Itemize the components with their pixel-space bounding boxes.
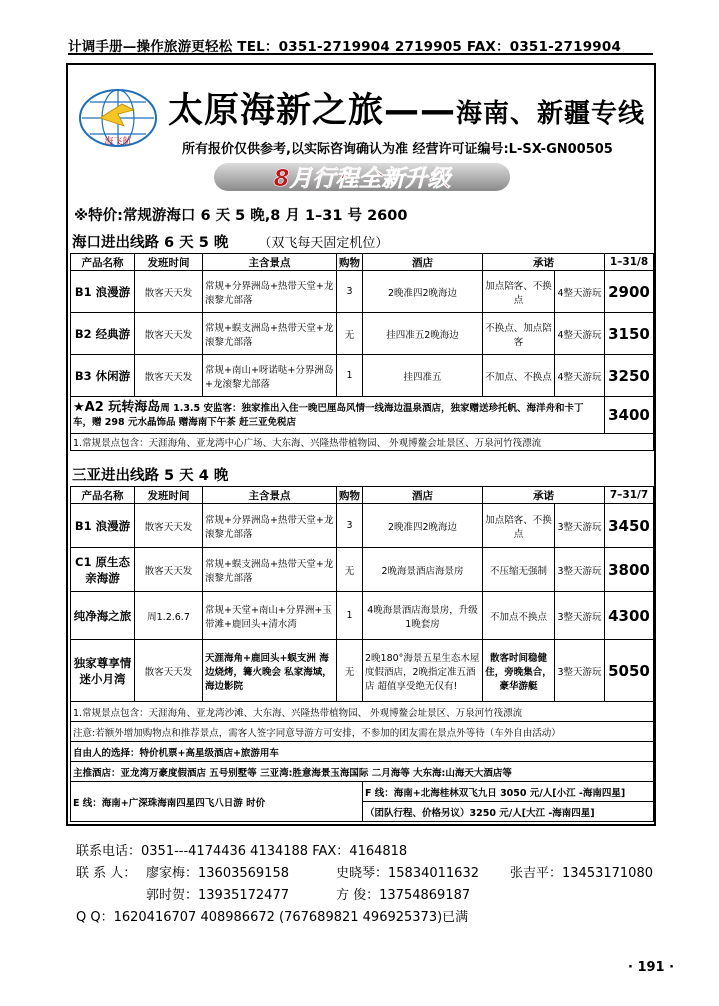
col-header: 发班时间 bbox=[135, 487, 203, 504]
departure-time: 散客天天发 bbox=[135, 640, 203, 702]
promise: 不加点、不换点 bbox=[483, 355, 555, 397]
price: 3800 bbox=[605, 548, 654, 592]
departure-time: 散客天天发 bbox=[135, 548, 203, 592]
a2-text: 周 1.3.5 安监客：独家推出入住一晚巴厘岛风情一线海边温泉酒店，独家赠送珍托帆、海洋舟和卡丁车，赠 298 元水晶饰品 赠海南下午茶 赶三亚免税店 bbox=[73, 402, 584, 428]
contact-person: 郭时贺：13935172477 bbox=[146, 888, 289, 903]
note-row bbox=[71, 722, 654, 742]
table-row bbox=[71, 640, 654, 702]
table-header-row bbox=[71, 487, 654, 504]
company-logo bbox=[78, 88, 158, 150]
shopping: 无 bbox=[337, 313, 363, 355]
main-spots: 常规+分界洲岛+热带天堂+龙滚黎尤部落 bbox=[203, 271, 337, 313]
note-row bbox=[71, 782, 654, 802]
price: 4300 bbox=[605, 592, 654, 640]
f-line-1: F 线：海南+北海桂林双飞九日 3050 元/人[小江 -海南四星] bbox=[363, 782, 654, 802]
product-name: 纯净海之旅 bbox=[71, 592, 135, 640]
a2-description bbox=[71, 397, 605, 434]
col-header: 购物 bbox=[337, 254, 363, 271]
sanya-section-title: 三亚进出线路 5 天 4 晚 bbox=[72, 468, 229, 484]
table-row bbox=[71, 355, 654, 397]
col-header: 主含景点 bbox=[203, 487, 337, 504]
table-row bbox=[71, 313, 654, 355]
hotel: 2晚准四2晚海边 bbox=[363, 271, 483, 313]
product-name: B2 经典游 bbox=[71, 313, 135, 355]
price: 3250 bbox=[605, 355, 654, 397]
contact-person: 张吉平：13453171080 bbox=[510, 866, 653, 881]
col-header: 发班时间 bbox=[135, 254, 203, 271]
special-offer: ※特价:常规游海口 6 天 5 晚,8 月 1–31 号 2600 bbox=[74, 208, 408, 224]
hotel: 挂四准五2晚海边 bbox=[363, 313, 483, 355]
departure-time: 散客天天发 bbox=[135, 504, 203, 548]
departure-time: 散客天天发 bbox=[135, 271, 203, 313]
promise-days: 3整天游玩 bbox=[555, 504, 605, 548]
col-header: 产品名称 bbox=[71, 487, 135, 504]
promise-days: 3整天游玩 bbox=[555, 592, 605, 640]
page-title bbox=[168, 83, 645, 133]
contact-person: 廖家梅：13603569158 bbox=[146, 866, 289, 881]
sanya-note-shopping: 注意:若额外增加购物点和推荐景点，需客人签字同意导游方可安排，不参加的团友需在景点外等待（车外自由活动） bbox=[71, 722, 654, 742]
promise: 不换点、加点陪客 bbox=[483, 313, 555, 355]
product-name: B1 浪漫游 bbox=[71, 271, 135, 313]
table-row bbox=[71, 592, 654, 640]
table-header-row bbox=[71, 254, 654, 271]
hotel: 2晚海景酒店海景房 bbox=[363, 548, 483, 592]
sanya-note-hotels: 主推酒店：亚龙湾万豪度假酒店 五号别墅等 三亚湾:胜意海景玉海国际 二月海等 大东海:山海天大酒店等 bbox=[71, 762, 654, 782]
haikou-note: 1.常规景点包含：天涯海角、亚龙湾中心广场、大东海、兴隆热带植物园、 外观博鳌会址景区、万泉河竹筏漂流 bbox=[71, 434, 654, 451]
main-spots: 天涯海角+鹿回头+蜈支洲 海边烧烤，篝火晚会 私家海域，海边影院 bbox=[203, 640, 337, 702]
table-row bbox=[71, 504, 654, 548]
promise: 不加点不换点 bbox=[483, 592, 555, 640]
departure-time: 周1.2.6.7 bbox=[135, 592, 203, 640]
haikou-title: 海口进出线路 6 天 5 晚 bbox=[72, 235, 229, 251]
promise: 不压缩无强制 bbox=[483, 548, 555, 592]
promise-days: 4整天游玩 bbox=[555, 355, 605, 397]
product-name: 独家尊享情迷小月湾 bbox=[71, 640, 135, 702]
shopping: 无 bbox=[337, 548, 363, 592]
main-spots: 常规+南山+呀诺哒+分界洲岛+龙滚黎尤部落 bbox=[203, 355, 337, 397]
product-name: B3 休闲游 bbox=[71, 355, 135, 397]
hotel: 2晚准四2晚海边 bbox=[363, 504, 483, 548]
banner-text: 8月行程全新升级 bbox=[273, 166, 451, 192]
promise-days: 3整天游玩 bbox=[555, 548, 605, 592]
haikou-table bbox=[70, 253, 654, 451]
shopping: 1 bbox=[337, 592, 363, 640]
table-row bbox=[71, 271, 654, 313]
note-row bbox=[71, 434, 654, 451]
price: 3400 bbox=[605, 397, 654, 434]
contact-person: 方 俊：13754869187 bbox=[336, 888, 471, 903]
shopping: 1 bbox=[337, 355, 363, 397]
shopping: 无 bbox=[337, 640, 363, 702]
col-header: 酒店 bbox=[363, 254, 483, 271]
promise-days: 4整天游玩 bbox=[555, 271, 605, 313]
departure-time: 散客天天发 bbox=[135, 313, 203, 355]
main-spots: 常规+蜈支洲岛+热带天堂+龙滚黎尤部落 bbox=[203, 548, 337, 592]
shopping: 3 bbox=[337, 504, 363, 548]
promise-days: 3整天游玩 bbox=[555, 640, 605, 702]
col-header: 承诺 bbox=[483, 254, 605, 271]
sanya-note-spots: 1.常规景点包含：天涯海角、亚龙湾沙滩、大东海、兴隆热带植物园、 外观博鳌会址景区、万泉河竹筏漂流 bbox=[71, 702, 654, 722]
page-number: · 191 · bbox=[628, 960, 675, 975]
title-main: 太原海新之旅—— bbox=[168, 91, 457, 131]
note-row bbox=[71, 742, 654, 762]
main-spots: 常规+天堂+南山+分界洲+玉带滩+鹿回头+清水湾 bbox=[203, 592, 337, 640]
sanya-table bbox=[70, 486, 654, 822]
col-header: 7–31/7 bbox=[605, 487, 654, 504]
col-header: 酒店 bbox=[363, 487, 483, 504]
col-header: 购物 bbox=[337, 487, 363, 504]
a2-row bbox=[71, 397, 654, 434]
col-header: 产品名称 bbox=[71, 254, 135, 271]
table-row bbox=[71, 548, 654, 592]
promise: 散客时间稳健住，旁晚集合，豪华游艇 bbox=[483, 640, 555, 702]
header-divider bbox=[68, 53, 653, 55]
price: 2900 bbox=[605, 271, 654, 313]
contact-qq: Q Q：1620416707 408986672 (767689821 496925373)已满 bbox=[76, 910, 469, 925]
promise-days: 4整天游玩 bbox=[555, 313, 605, 355]
contact-person: 史晓琴：15834011632 bbox=[336, 866, 479, 881]
note-row bbox=[71, 702, 654, 722]
col-header: 承诺 bbox=[483, 487, 605, 504]
product-name: B1 浪漫游 bbox=[71, 504, 135, 548]
shopping: 3 bbox=[337, 271, 363, 313]
hotel: 4晚海景酒店海景房，升级1晚套房 bbox=[363, 592, 483, 640]
col-header: 1–31/8 bbox=[605, 254, 654, 271]
price-notice: 所有报价仅供参考,以实际咨询确认为准 经营许可证编号:L-SX-GN00505 bbox=[182, 142, 613, 157]
main-spots: 常规+分界洲岛+热带天堂+龙滚黎尤部落 bbox=[203, 504, 337, 548]
contact-people-label: 联 系 人： bbox=[76, 866, 137, 881]
price: 3450 bbox=[605, 504, 654, 548]
hotel: 挂四准五 bbox=[363, 355, 483, 397]
title-sub: 海南、新疆专线 bbox=[456, 99, 646, 129]
logo-text: 海飞航 bbox=[104, 137, 132, 147]
promise: 加点陪客、不换点 bbox=[483, 271, 555, 313]
product-name: C1 原生态亲海游 bbox=[71, 548, 135, 592]
haikou-section-title bbox=[72, 231, 652, 252]
departure-time: 散客天天发 bbox=[135, 355, 203, 397]
a2-lead: ★A2 玩转海岛 bbox=[73, 399, 161, 415]
e-line: E 线：海南+广深珠海南四星四飞八日游 时价 bbox=[71, 782, 363, 822]
f-line-2: （团队行程、价格另议）3250 元/人[大江 -海南四星] bbox=[363, 802, 654, 822]
col-header: 主含景点 bbox=[203, 254, 337, 271]
price: 5050 bbox=[605, 640, 654, 702]
hotel: 2晚180°海景五星生态木屋度假酒店，2晚指定准五酒店 超值享受绝无仅有! bbox=[363, 640, 483, 702]
main-spots: 常规+蜈支洲岛+热带天堂+龙滚黎尤部落 bbox=[203, 313, 337, 355]
price: 3150 bbox=[605, 313, 654, 355]
contact-phone: 联系电话：0351---4174436 4134188 FAX：4164818 bbox=[76, 844, 408, 859]
sanya-note-free: 自由人的选择：特价机票+高星级酒店+旅游用车 bbox=[71, 742, 654, 762]
note-row bbox=[71, 762, 654, 782]
promise: 加点陪客、不换点 bbox=[483, 504, 555, 548]
promo-banner bbox=[212, 159, 512, 195]
haikou-paren: （双飞每天固定机位） bbox=[258, 236, 389, 251]
page-header: 计调手册—操作旅游更轻松 TEL：0351-2719904 2719905 FAX：0351-2719904 bbox=[68, 39, 622, 55]
